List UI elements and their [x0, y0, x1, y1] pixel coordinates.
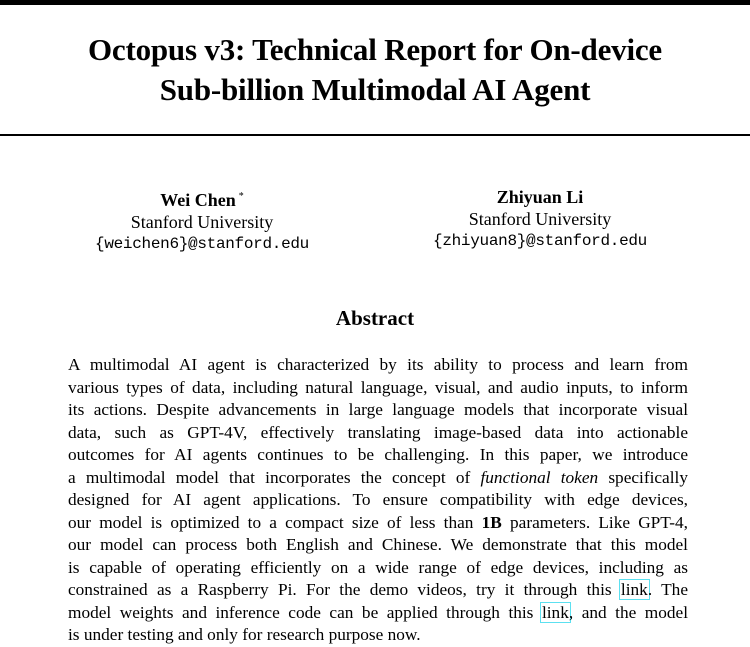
abstract-line: outcomes for AI agents continues to be challenging. In this paper, we introduce	[68, 445, 688, 464]
abstract-line: various types of data, including natural language, visual, and audio inputs, to inform	[68, 377, 688, 397]
functional-token-term: functional token	[480, 467, 599, 487]
top-rule	[0, 0, 750, 5]
abstract-line: a multimodal model that incorporates the concept of functional token specifically	[68, 467, 688, 487]
author-name-1: Wei Chen *	[160, 190, 244, 210]
model-weights-link[interactable]: link	[541, 602, 569, 622]
author-affiliation-2: Stanford University	[468, 209, 612, 229]
abstract-line: designed for AI agent applications. To ensure compatibility with edge devices,	[68, 490, 688, 509]
abstract-line: our model can process both English and Chinese. We demonstrate that this model	[68, 535, 688, 554]
abstract-line: is under testing and only for research purpose now.	[68, 625, 421, 644]
author-email-1: {weichen6}@stanford.edu	[95, 235, 309, 253]
abstract-line: A multimodal AI agent is characterized by its ability to process and learn from	[68, 355, 688, 374]
title-line-2: Sub-billion Multimodal AI Agent	[159, 72, 591, 107]
abstract-body	[68, 354, 688, 647]
author-affiliation-1: Stanford University	[130, 212, 274, 232]
author-email-2: {zhiyuan8}@stanford.edu	[433, 232, 647, 250]
title-line-1: Octopus v3: Technical Report for On-device	[88, 32, 662, 67]
abstract-line: is capable of operating efficiently on a wide range of edge devices, including as	[68, 557, 688, 577]
param-count: 1B	[481, 512, 502, 532]
abstract-line: data, such as GPT-4V, effectively translating image-based data into actionable	[68, 422, 688, 442]
abstract-line: our model is optimized to a compact size of less than 1B parameters. Like GPT-4,	[68, 512, 688, 532]
title-rule	[0, 134, 750, 136]
abstract-line: model weights and inference code can be applied through this link, and the model	[68, 602, 688, 622]
demo-video-link[interactable]: link	[620, 580, 648, 599]
abstract-line: constrained as a Raspberry Pi. For the demo videos, try it through this link. The	[68, 580, 688, 599]
author-footnote-mark: *	[238, 191, 244, 202]
author-block-1	[52, 186, 352, 255]
abstract-line: its actions. Despite advancements in large language models that incorporate visual	[68, 400, 688, 419]
author-block-2	[390, 186, 690, 252]
paper-title	[0, 30, 750, 110]
author-name-2: Zhiyuan Li	[496, 187, 584, 207]
abstract-heading: Abstract	[335, 306, 415, 330]
